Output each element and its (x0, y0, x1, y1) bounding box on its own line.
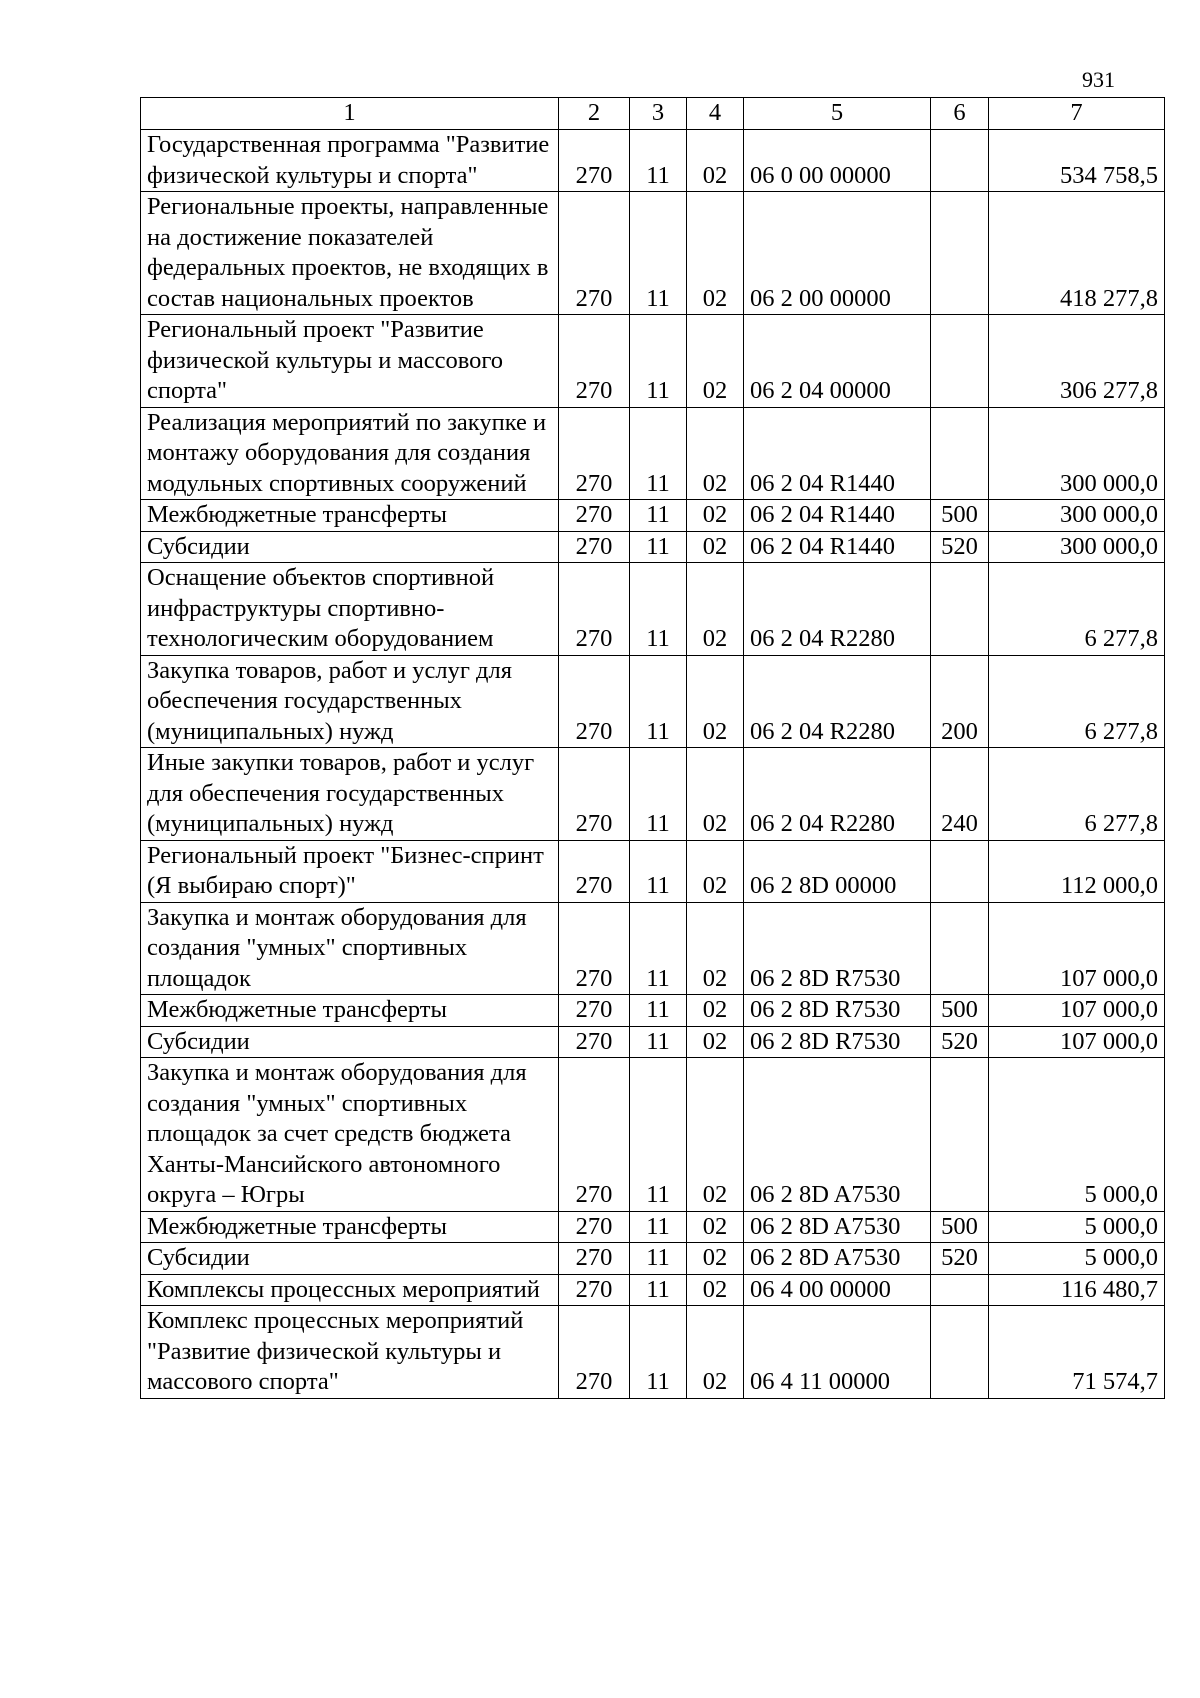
table-row (141, 531, 1165, 563)
row-grbs: 270 (559, 748, 630, 841)
row-amount: 5 000,0 (989, 1058, 1165, 1212)
row-expense-type: 500 (931, 1211, 989, 1243)
row-grbs: 270 (559, 407, 630, 500)
row-expense-type (931, 192, 989, 315)
row-section: 11 (630, 1306, 687, 1399)
row-section: 11 (630, 1026, 687, 1058)
row-amount: 300 000,0 (989, 500, 1165, 532)
row-section: 11 (630, 902, 687, 995)
row-amount: 107 000,0 (989, 902, 1165, 995)
row-target-article: 06 2 04 00000 (744, 315, 931, 408)
row-expense-type: 500 (931, 500, 989, 532)
row-grbs: 270 (559, 902, 630, 995)
row-target-article: 06 2 04 R1440 (744, 500, 931, 532)
header-row (141, 98, 1165, 130)
row-subsection: 02 (687, 1274, 744, 1306)
row-amount: 418 277,8 (989, 192, 1165, 315)
row-name: Оснащение объектов спортивной инфраструктуры спортивно-технологическим оборудованием (141, 563, 559, 656)
row-subsection: 02 (687, 563, 744, 656)
row-target-article: 06 2 04 R2280 (744, 748, 931, 841)
row-section: 11 (630, 1058, 687, 1212)
row-section: 11 (630, 407, 687, 500)
row-target-article: 06 2 04 R1440 (744, 407, 931, 500)
row-subsection: 02 (687, 130, 744, 192)
row-target-article: 06 2 8D A7530 (744, 1058, 931, 1212)
row-grbs: 270 (559, 840, 630, 902)
row-target-article: 06 2 8D A7530 (744, 1243, 931, 1275)
row-amount: 6 277,8 (989, 748, 1165, 841)
row-amount: 71 574,7 (989, 1306, 1165, 1399)
row-grbs: 270 (559, 1211, 630, 1243)
row-section: 11 (630, 500, 687, 532)
header-col-7: 7 (989, 98, 1165, 130)
row-grbs: 270 (559, 1274, 630, 1306)
row-section: 11 (630, 655, 687, 748)
row-target-article: 06 2 00 00000 (744, 192, 931, 315)
row-amount: 107 000,0 (989, 995, 1165, 1027)
row-grbs: 270 (559, 500, 630, 532)
row-target-article: 06 2 8D 00000 (744, 840, 931, 902)
row-expense-type: 200 (931, 655, 989, 748)
row-grbs: 270 (559, 995, 630, 1027)
row-expense-type (931, 130, 989, 192)
table-row (141, 563, 1165, 656)
row-name: Закупка товаров, работ и услуг для обеспечения государственных (муниципальных) нужд (141, 655, 559, 748)
row-expense-type (931, 563, 989, 656)
table-row (141, 902, 1165, 995)
table-row (141, 315, 1165, 408)
table-row (141, 130, 1165, 192)
row-subsection: 02 (687, 1211, 744, 1243)
table-row (141, 748, 1165, 841)
row-section: 11 (630, 840, 687, 902)
row-target-article: 06 2 04 R2280 (744, 655, 931, 748)
row-amount: 6 277,8 (989, 563, 1165, 656)
row-section: 11 (630, 995, 687, 1027)
row-expense-type (931, 902, 989, 995)
row-name: Субсидии (141, 1243, 559, 1275)
table-row (141, 1058, 1165, 1212)
row-amount: 534 758,5 (989, 130, 1165, 192)
row-target-article: 06 2 8D R7530 (744, 995, 931, 1027)
row-name: Комплексы процессных мероприятий (141, 1274, 559, 1306)
row-amount: 116 480,7 (989, 1274, 1165, 1306)
row-name: Субсидии (141, 1026, 559, 1058)
row-expense-type: 240 (931, 748, 989, 841)
table-row (141, 1274, 1165, 1306)
row-grbs: 270 (559, 192, 630, 315)
row-subsection: 02 (687, 1306, 744, 1399)
row-expense-type (931, 1058, 989, 1212)
row-name: Закупка и монтаж оборудования для создания "умных" спортивных площадок за счет средств бюджета Ханты-Мансийского автономного округа – Югры (141, 1058, 559, 1212)
row-name: Региональные проекты, направленные на достижение показателей федеральных проектов, не входящих в состав национальных проектов (141, 192, 559, 315)
row-target-article: 06 2 8D A7530 (744, 1211, 931, 1243)
row-name: Межбюджетные трансферты (141, 995, 559, 1027)
row-grbs: 270 (559, 1058, 630, 1212)
header-col-1: 1 (141, 98, 559, 130)
row-expense-type (931, 840, 989, 902)
row-subsection: 02 (687, 531, 744, 563)
row-subsection: 02 (687, 407, 744, 500)
row-grbs: 270 (559, 1026, 630, 1058)
table-row (141, 1243, 1165, 1275)
row-subsection: 02 (687, 655, 744, 748)
row-subsection: 02 (687, 1026, 744, 1058)
row-expense-type: 500 (931, 995, 989, 1027)
row-subsection: 02 (687, 995, 744, 1027)
row-grbs: 270 (559, 531, 630, 563)
row-subsection: 02 (687, 748, 744, 841)
row-name: Иные закупки товаров, работ и услуг для обеспечения государственных (муниципальных) нужд (141, 748, 559, 841)
row-expense-type (931, 1306, 989, 1399)
row-subsection: 02 (687, 500, 744, 532)
row-name: Государственная программа "Развитие физической культуры и спорта" (141, 130, 559, 192)
row-name: Региональный проект "Развитие физической культуры и массового спорта" (141, 315, 559, 408)
table-body (141, 130, 1165, 1399)
row-subsection: 02 (687, 315, 744, 408)
row-target-article: 06 2 04 R1440 (744, 531, 931, 563)
row-subsection: 02 (687, 902, 744, 995)
row-name: Закупка и монтаж оборудования для создания "умных" спортивных площадок (141, 902, 559, 995)
table-row (141, 500, 1165, 532)
row-name: Межбюджетные трансферты (141, 500, 559, 532)
row-expense-type: 520 (931, 531, 989, 563)
row-target-article: 06 2 8D R7530 (744, 902, 931, 995)
row-target-article: 06 2 8D R7530 (744, 1026, 931, 1058)
table-row (141, 655, 1165, 748)
row-grbs: 270 (559, 315, 630, 408)
row-section: 11 (630, 1211, 687, 1243)
header-col-4: 4 (687, 98, 744, 130)
table-row (141, 192, 1165, 315)
row-section: 11 (630, 563, 687, 656)
budget-table (140, 97, 1165, 1399)
row-target-article: 06 4 11 00000 (744, 1306, 931, 1399)
row-subsection: 02 (687, 192, 744, 315)
row-amount: 5 000,0 (989, 1243, 1165, 1275)
table-row (141, 1026, 1165, 1058)
table-row (141, 995, 1165, 1027)
header-col-2: 2 (559, 98, 630, 130)
row-section: 11 (630, 748, 687, 841)
row-grbs: 270 (559, 1243, 630, 1275)
table-header (141, 98, 1165, 130)
table-row (141, 840, 1165, 902)
row-grbs: 270 (559, 1306, 630, 1399)
row-section: 11 (630, 192, 687, 315)
row-name: Комплекс процессных мероприятий "Развитие физической культуры и массового спорта" (141, 1306, 559, 1399)
row-expense-type: 520 (931, 1243, 989, 1275)
table-row (141, 1306, 1165, 1399)
row-section: 11 (630, 531, 687, 563)
page-number: 931 (1082, 67, 1115, 92)
row-target-article: 06 2 04 R2280 (744, 563, 931, 656)
table-row (141, 1211, 1165, 1243)
row-section: 11 (630, 1243, 687, 1275)
header-col-3: 3 (630, 98, 687, 130)
row-expense-type: 520 (931, 1026, 989, 1058)
row-target-article: 06 4 00 00000 (744, 1274, 931, 1306)
row-section: 11 (630, 315, 687, 408)
row-name: Региональный проект "Бизнес-спринт (Я выбираю спорт)" (141, 840, 559, 902)
row-amount: 300 000,0 (989, 531, 1165, 563)
row-name: Субсидии (141, 531, 559, 563)
row-amount: 6 277,8 (989, 655, 1165, 748)
row-grbs: 270 (559, 130, 630, 192)
row-section: 11 (630, 130, 687, 192)
row-grbs: 270 (559, 655, 630, 748)
header-col-6: 6 (931, 98, 989, 130)
row-expense-type (931, 315, 989, 408)
row-amount: 5 000,0 (989, 1211, 1165, 1243)
row-name: Реализация мероприятий по закупке и монтажу оборудования для создания модульных спортивных сооружений (141, 407, 559, 500)
row-expense-type (931, 407, 989, 500)
row-name: Межбюджетные трансферты (141, 1211, 559, 1243)
row-subsection: 02 (687, 1243, 744, 1275)
header-col-5: 5 (744, 98, 931, 130)
row-amount: 112 000,0 (989, 840, 1165, 902)
row-subsection: 02 (687, 840, 744, 902)
table-row (141, 407, 1165, 500)
row-amount: 107 000,0 (989, 1026, 1165, 1058)
row-target-article: 06 0 00 00000 (744, 130, 931, 192)
row-subsection: 02 (687, 1058, 744, 1212)
row-section: 11 (630, 1274, 687, 1306)
row-amount: 300 000,0 (989, 407, 1165, 500)
row-grbs: 270 (559, 563, 630, 656)
row-amount: 306 277,8 (989, 315, 1165, 408)
row-expense-type (931, 1274, 989, 1306)
